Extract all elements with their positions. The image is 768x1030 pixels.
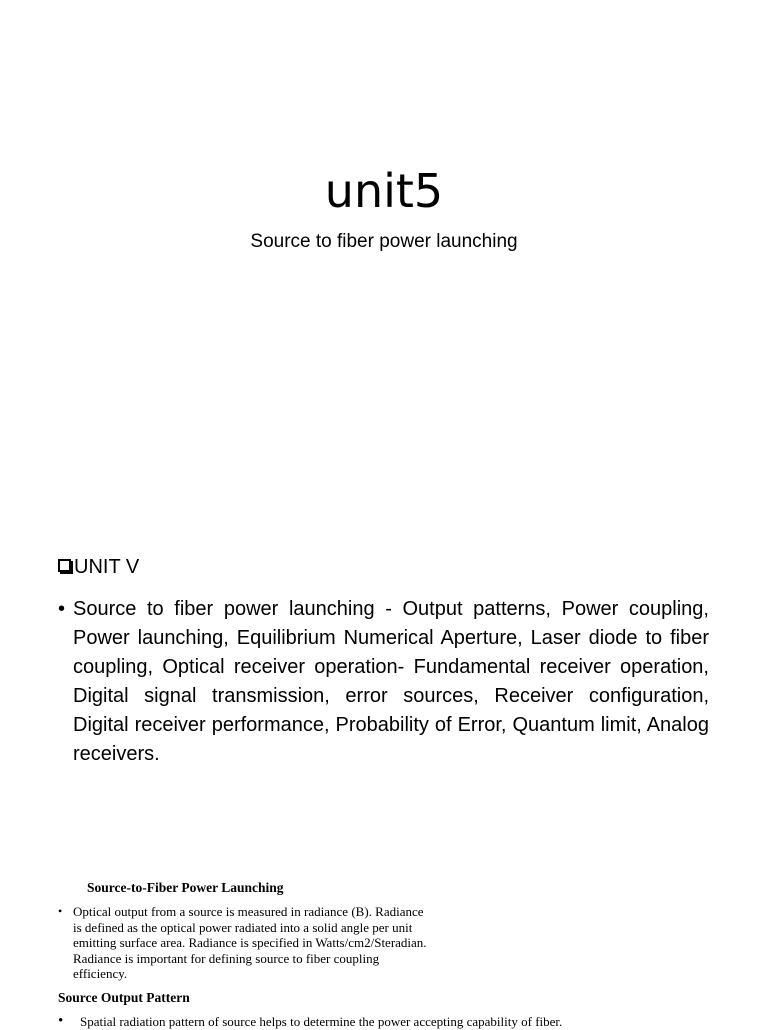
syllabus-heading-label: UNIT V [74, 556, 140, 578]
square-checkbox-icon [58, 559, 71, 572]
radiance-bullet-text: Optical output from a source is measured in radiance (B). Radiance is defined as the optical power radiated into a solid angle per unit emitting surface area. Radiance is specified in Watts/cm2/Steradian. Radiance is important for defining source to fiber coupling efficiency. [73, 904, 427, 981]
bullet-icon: • [58, 1013, 64, 1029]
slide-subtitle: Source to fiber power launching [250, 231, 518, 252]
bullet-icon: • [58, 904, 63, 918]
slide-title: unit5 [324, 164, 444, 218]
output-pattern-bullet-text: Spatial radiation pattern of source helps to determine the power accepting capability of fiber. [80, 1014, 563, 1029]
syllabus-bullet [58, 595, 709, 769]
output-pattern-bullet [58, 1014, 658, 1030]
syllabus-bullet-text: Source to fiber power launching - Output patterns, Power coupling, Power launching, Equilibrium Numerical Aperture, Laser diode to fiber coupling, Optical receiver operation- Fundamental receiver operation, Digital signal transmission, error sources, Receiver configuration, Digital receiver performance, Probability of Error, Quantum limit, Analog receivers. [73, 598, 709, 765]
syllabus-heading [58, 554, 139, 580]
radiance-bullet [58, 904, 428, 982]
power-launching-slide [0, 868, 768, 1029]
section-subheading: Source Output Pattern [58, 990, 190, 1005]
syllabus-slide [0, 540, 768, 840]
bullet-icon: • [58, 598, 66, 620]
section-title: Source-to-Fiber Power Launching [87, 880, 284, 895]
